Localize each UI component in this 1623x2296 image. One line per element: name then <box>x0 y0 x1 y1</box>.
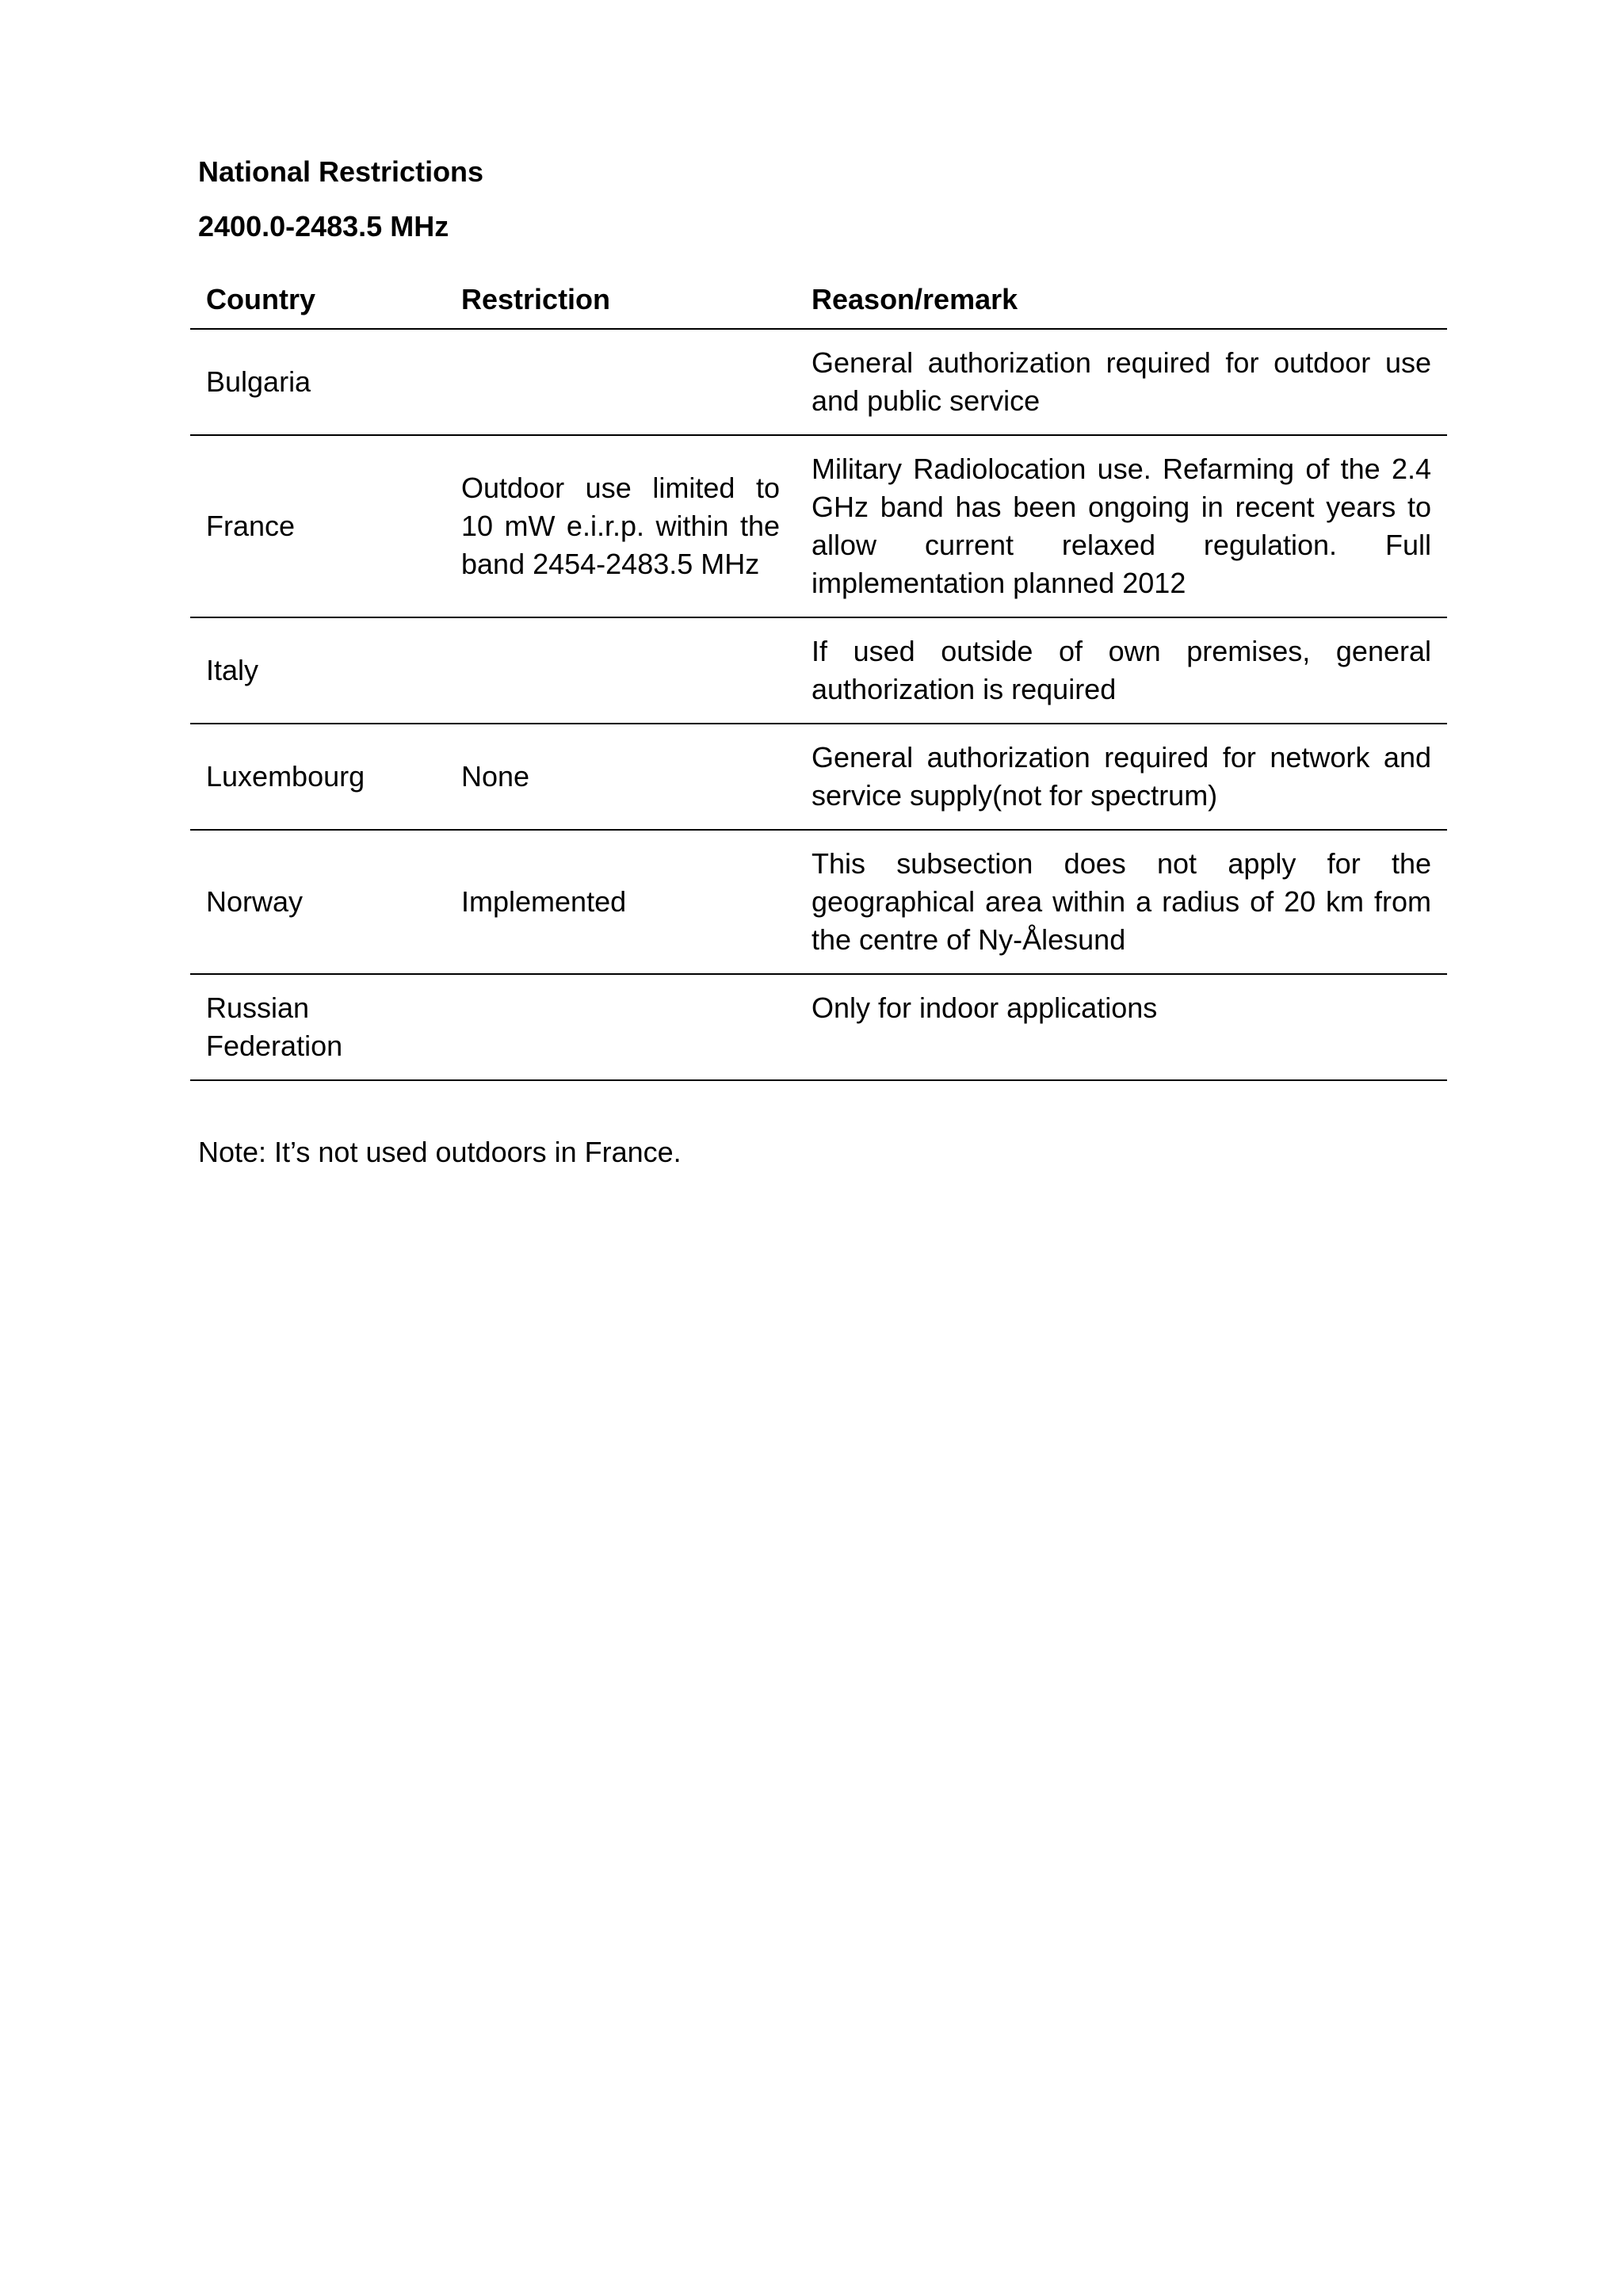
country-cell: Luxembourg <box>190 724 445 830</box>
remark-cell: Military Radiolocation use. Refarming of the 2.4 GHz band has been ongoing in recent years to allow current relaxed regulation. Full implementation planned 2012 <box>796 435 1447 617</box>
page-title: National Restrictions <box>198 155 484 188</box>
column-header-remark: Reason/remark <box>796 273 1447 329</box>
country-cell: Italy <box>190 617 445 724</box>
restriction-cell: Outdoor use limited to 10 mW e.i.r.p. within the band 2454-2483.5 MHz <box>445 435 796 617</box>
footnote: Note: It’s not used outdoors in France. <box>198 1136 682 1168</box>
frequency-band-subtitle: 2400.0-2483.5 MHz <box>198 210 449 243</box>
remark-cell: General authorization required for outdoor use and public service <box>796 329 1447 435</box>
restriction-cell <box>445 617 796 724</box>
table-row <box>190 974 1447 1080</box>
table-row <box>190 830 1447 974</box>
table-row <box>190 329 1447 435</box>
country-cell: Bulgaria <box>190 329 445 435</box>
table-row <box>190 724 1447 830</box>
country-cell: France <box>190 435 445 617</box>
remark-cell: This subsection does not apply for the geographical area within a radius of 20 km from the centre of Ny-Ålesund <box>796 830 1447 974</box>
table-header-row <box>190 273 1447 329</box>
restriction-cell: Implemented <box>445 830 796 974</box>
remark-cell: If used outside of own premises, general authorization is required <box>796 617 1447 724</box>
table-row <box>190 435 1447 617</box>
remark-cell: General authorization required for network and service supply(not for spectrum) <box>796 724 1447 830</box>
remark-cell: Only for indoor applications <box>796 974 1447 1080</box>
column-header-country: Country <box>190 273 445 329</box>
national-restrictions-table <box>190 273 1447 1081</box>
table-row <box>190 617 1447 724</box>
country-cell: Norway <box>190 830 445 974</box>
restriction-cell <box>445 974 796 1080</box>
country-cell: Russian Federation <box>190 974 445 1080</box>
restriction-cell: None <box>445 724 796 830</box>
restriction-cell <box>445 329 796 435</box>
column-header-restriction: Restriction <box>445 273 796 329</box>
